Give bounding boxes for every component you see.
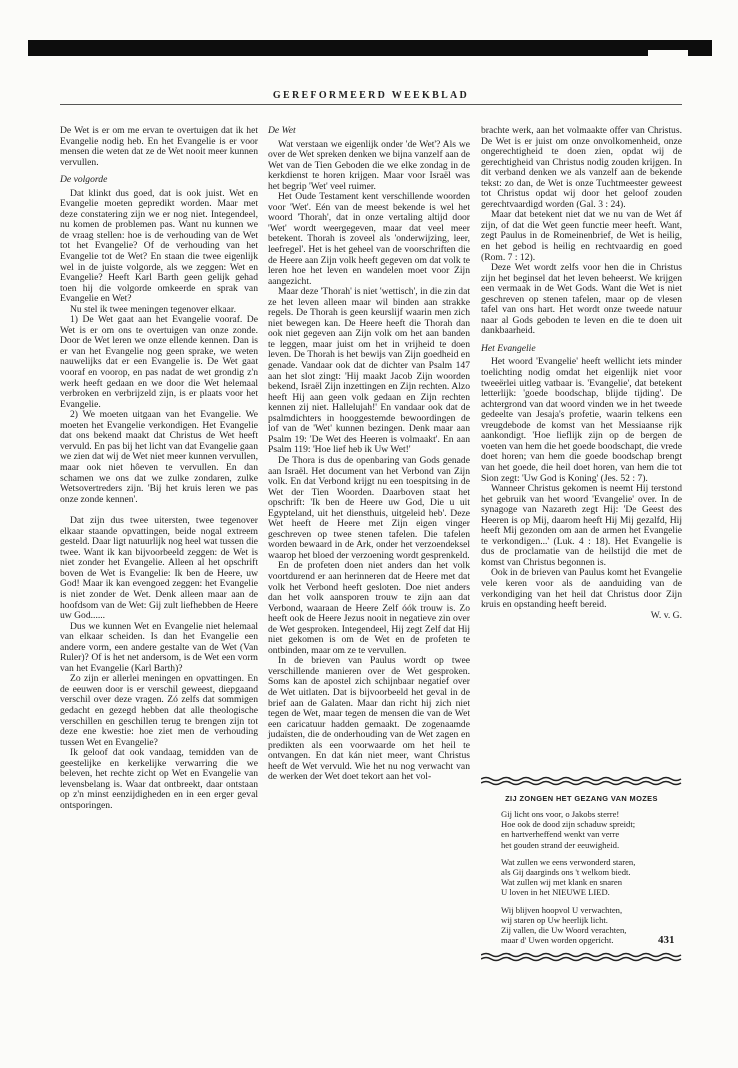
paragraph: De Wet is er om me ervan te overtuigen dat ik het Evangelie nodig heb. En het Evangelie is er voor mensen die weten dat ze de Wet nooit meer kunnen vervullen. xyxy=(60,125,258,168)
poem-line: Wij blijven hoopvol U verwachten, xyxy=(501,904,623,915)
poem-line: Wat zullen we eens verwonderd staren, xyxy=(501,856,636,867)
column-3 xyxy=(481,126,682,621)
paragraph: Het Oude Testament kent verschillende woorden voor 'Wet'. Eén van de meest bekende is wel het woord 'Thorah', dat in onze vertaling altijd door 'Wet' wordt weergegeven, maar dat veel meer betekent. Thorah is zoveel als 'onderwijzing, leer, leefregel'. Het is het geheel van de voorschriften die de Heere aan Zijn volk heeft gegeven om dat volk te leren hoe het leven en wandelen moet voor Zijn aangezicht. xyxy=(268,191,470,287)
paragraph: Deze Wet wordt zelfs voor hen die in Christus zijn het beginsel dat het leven beheerst. We krijgen een vermaak in de Wet Gods. Want die Wet is niet geschreven op stenen tafelen, maar op de vlesen tafel van ons hart. Het wordt onze tweede natuur naar al Gods geboden te leven en die te doen uit dankbaarheid. xyxy=(481,262,682,337)
paragraph: Het woord 'Evangelie' heeft wellicht iets minder toelichting nodig omdat het eigenlijk niet voor tweeërlei uitleg vatbaar is. 'Evangelie', dat betekent letterlijk: 'goede boodschap, blijde tijding'. De achtergrond van dat woord vinden we in het tweede gedeelte van Jesaja's profetie, waarin telkens een vreugdebode de komst van het Messiaanse rijk aankondigt. 'Hoe lieflijk zijn op de bergen de voeten van hem die het goede boodschapt, die vrede doet horen; van hem die goede boodschap brengt van het goede, die heil doet horen, van hem die tot Sion zegt: 'Uw God is Koning' (Jes. 52 : 7). xyxy=(481,356,682,484)
top-scan-bar xyxy=(28,40,712,56)
paragraph: De Thora is dus de openbaring van Gods genade aan Israël. Het document van het Verbond van Zijn volk. En dat Verbond krijgt nu een toespitsing in de Wet der Tien Woorden. Daarboven staat het opschrift: 'Ik ben de Heere uw God, Die u uit Egypteland, uit het diensthuis, uitgeleid heb'. Deze Wet heeft de Heere met Zijn eigen vinger geschreven op twee stenen tafelen. Die tafelen worden bewaard in de Ark, onder het verzoendeksel waarop het bloed der verzoening wordt gesprenkeld. xyxy=(268,454,470,561)
author-signature: W. v. G. xyxy=(650,609,682,621)
poem-title: ZIJ ZONGEN HET GEZANG VAN MOZES xyxy=(505,794,658,803)
poem-line: Wat zullen wij met klank en snaren xyxy=(501,877,623,888)
paragraph: brachte werk, aan het volmaakte offer van Christus. De Wet is er juist om onze onvolkomenheid, onze ongerechtigheid te doen zien, opdat wij de gerechtigheid van Christus nodig zouden krijgen. In dit verband denken we als vanzelf aan de bekende tekst: zo dan, de Wet is onze Tuchtmeester geweest tot Christus opdat wij door het geloof zouden gerechtvaardigd worden (Gal. 3 : 24). xyxy=(481,125,682,210)
paragraph: 1) De Wet gaat aan het Evangelie vooraf. De Wet is er om ons te overtuigen van onze zonde. Door de Wet leren we onze ellende kennen. Dan is er van het Evangelie nog geen sprake, we weten nauwelijks dat er een Evangelie is. De Wet gaat vooraf en voorop, en pas nadat de wet grondig z'n werk heeft gedaan en we door die Wet helemaal verbroken en verbrijzeld zijn, is er plaats voor het Evangelie. xyxy=(60,314,258,410)
poem-stanza-2 xyxy=(501,857,682,898)
section-heading-evangelie: Het Evangelie xyxy=(481,342,536,354)
running-header: GEREFORMEERD WEEKBLAD xyxy=(272,90,470,101)
paragraph: Wat verstaan we eigenlijk onder 'de Wet'? Als we over de Wet spreken denken we bijna vanzelf aan de Wet van de Tien Geboden die we elke zondag in de kerkdienst te horen krijgen. Maar voor Israël was het begrip 'Wet' veel ruimer. xyxy=(268,138,470,192)
paragraph: Maar dat betekent niet dat we nu van de Wet áf zijn, of dat die Wet geen functie meer heeft. Want, zegt Paulus in de Romeinenbrief, de Wet is heilig, en het gebod is heilig en rechtvaardig en goed (Rom. 7 : 12). xyxy=(481,209,682,263)
column-1 xyxy=(60,126,258,811)
column-2 xyxy=(268,126,470,783)
poem-line: maar d' Uwen worden opgericht. xyxy=(501,935,614,946)
header-rule xyxy=(60,104,682,105)
bar-edge xyxy=(648,50,688,56)
page-number: 431 xyxy=(658,934,675,946)
poem-line: Gij licht ons voor, o Jakobs sterre! xyxy=(501,809,620,819)
paragraph: Ook in de brieven van Paulus komt het Evangelie vele keren voor als de aanduiding van de verkondiging van het heil dat Christus door Zijn kruis en opstanding heeft bereid. xyxy=(481,567,682,611)
wave-ornament-top xyxy=(481,776,682,786)
section-heading-wet: De Wet xyxy=(268,125,296,136)
poem-line: Zij vallen, die Uw Woord verachten, xyxy=(501,925,627,936)
paragraph: Ik geloof dat ook vandaag, temidden van de geestelijke en kerkelijke verwarring die we beleven, het rechte zicht op Wet en Evangelie van levensbelang is. Waar dat ontbreekt, daar ontstaan op z'n minst eenzijdigheden en in een erger geval ontsporingen. xyxy=(60,747,258,811)
poem-line: en hartverheffend wenkt van verre xyxy=(501,829,620,840)
poem-line: als Gij daarginds ons 't welkom biedt. xyxy=(501,867,631,878)
paragraph: Zo zijn er allerlei meningen en opvattingen. En de eeuwen door is er verschil geweest, diepgaand verschil over deze vragen. Zó zelfs dat sommigen gedacht en gezegd hebben dat alle theologische verschillen en geschillen terug te brengen zijn tot deze ene kwestie: hoe ziet men de verhouding tussen Wet en Evangelie? xyxy=(60,673,258,748)
poem-line: Hoe ook de dood zijn schaduw spreidt; xyxy=(501,819,636,830)
paragraph: Maar deze 'Thorah' is niet 'wettisch', in die zin dat ze het leven alleen maar wil binden aan strakke regels. De Thorah is geen keurslijf waarin men zich niet bewegen kan. De Heere heeft die Thorah dan ook niet gegeven aan Zijn volk om het aan banden te leggen, maar juist om het in vrijheid te doen leven. De Thorah is het bewijs van Zijn goedheid en genade. Vandaar ook dat de dichter van Psalm 147 aan het slot zingt: 'Hij maakt Jacob Zijn woorden bekend, Israël Zijn inzettingen en Zijn rechten. Alzo heeft Hij aan geen volk gedaan en Zijn rechten kennen zij niet. Hallelujah!' En vandaar ook dat de psalmdichters in hooggestemde bewoordingen de lof van de 'Wet' kunnen bezingen. Denk maar aan Psalm 19: 'De Wet des Heeren is volmaakt'. En aan Psalm 119: 'Hoe lief heb ik Uw Wet!' xyxy=(268,286,470,456)
paragraph: En de profeten doen niet anders dan het volk voortdurend er aan herinneren dat de Heere met dat volk het Verbond heeft gesloten. Doe niet anders dan het volk aansporen trouw te zijn aan dat Verbond, waaraan de Heere Zelf óók trouw is. Zo heeft ook de Heere Jezus nooit in negatieve zin over de Wet gesproken. Integendeel, Hij zegt Zelf dat Hij niet gekomen is om de Wet en de profeten te ontbinden, maar om ze te vervullen. xyxy=(268,560,470,656)
paragraph: Nu stel ik twee meningen tegenover elkaar. xyxy=(70,303,236,315)
poem-line: het gouden strand der eeuwigheid. xyxy=(501,839,620,850)
section-heading-volgorde: De volgorde xyxy=(60,174,108,186)
paragraph: Wanneer Christus gekomen is neemt Hij terstond het gebruik van het woord 'Evangelie' over. In de synagoge van Nazareth zegt Hij: 'De Geest des Heeren is op Mij, daarom heeft Hij Mij gezalfd, Hij heeft Mij gezonden om aan de armen het Evangelie te verkondigen...' (Luk. 4 : 18). Het Evangelie is dus de proclamatie van de heilstijd die met de komst van Christus begonnen is. xyxy=(481,483,682,568)
wave-ornament-bottom xyxy=(481,952,682,962)
paragraph: Dus we kunnen Wet en Evangelie niet helemaal van elkaar scheiden. Is dan het Evangelie een andere vorm, een andere gestalte van de Wet (Van Ruler)? Of is het net andersom, is de Wet een vorm van het Evangelie (Karl Barth)? xyxy=(60,620,258,674)
poem-line: U loven in het NIEUWE LIED. xyxy=(501,887,610,898)
poem-stanza-1 xyxy=(501,809,682,850)
poem-box xyxy=(481,776,682,962)
poem-line: wij staren op Uw heerlijk licht. xyxy=(501,914,608,925)
paragraph: Dat zijn dus twee uitersten, twee tegenover elkaar staande opvattingen, beide nogal extreem gesteld. Daar ligt natuurlijk nog heel wat tussen die twee. Want ik kan bijvoorbeeld zeggen: de Wet is niet zonder het Evangelie. Alleen al het opschrift boven de Wet is Evangelie: Ik ben de Heere, uw God! Maar ik kan evengoed zeggen: het Evangelie is niet zonder de Wet. Denk alleen maar aan de hoofdsom van de Wet: Gij zult liefhebben de Heere uw God...... xyxy=(60,515,258,622)
poem-stanza-3 xyxy=(501,905,682,946)
paragraph: In de brieven van Paulus wordt op twee verschillende manieren over de Wet gesproken. Soms kan de apostel zich schijnbaar negatief over de Wet uitlaten. Dat is bijvoorbeeld het geval in de brief aan de Galaten. Maar dan richt hij zich niet tegen de Wet, maar tegen de mensen die van de Wet een caricatuur hadden gemaakt. De zogenaamde judaïsten, die de onderhouding van de Wet zagen en predikten als een voorwaarde om het heil te ontvangen. En dat kán niet meer, want Christus heeft de Wet vervuld. Wie het nu nog verwacht van de werken der Wet doet tekort aan het vol- xyxy=(268,655,470,783)
paragraph: 2) We moeten uitgaan van het Evangelie. We moeten het Evangelie verkondigen. Het Evangelie dat ons bekend maakt dat Christus de Wet heeft vervuld. En pas bij het licht van dat Evangelie gaan we zien dat wij de Wet niet meer kunnen vervullen, maar ook niet hôeven te vervullen. En dan schamen we ons dat we zulke zondaren, zulke Wetsovertreders zijn. 'Bij het kruis leren we pas onze zonde kennen'. xyxy=(60,409,258,505)
paragraph: Dat klinkt dus goed, dat is ook juist. Wet en Evangelie moeten gepredikt worden. Maar met deze constatering zijn we er nog niet. Integendeel, nu komen de problemen pas. Want nu kunnen we de vraag stellen: hoe is de verhouding van de Wet tot het Evangelie? Of de verhouding van het Evangelie tot de Wet? En staan die twee eigenlijk wel in de juiste volgorde, als we zeggen: Wet en Evangelie? Heeft Karl Barth geen gelijk gehad toen hij die volgorde omkeerde en sprak van Evangelie en Wet? xyxy=(60,187,258,305)
